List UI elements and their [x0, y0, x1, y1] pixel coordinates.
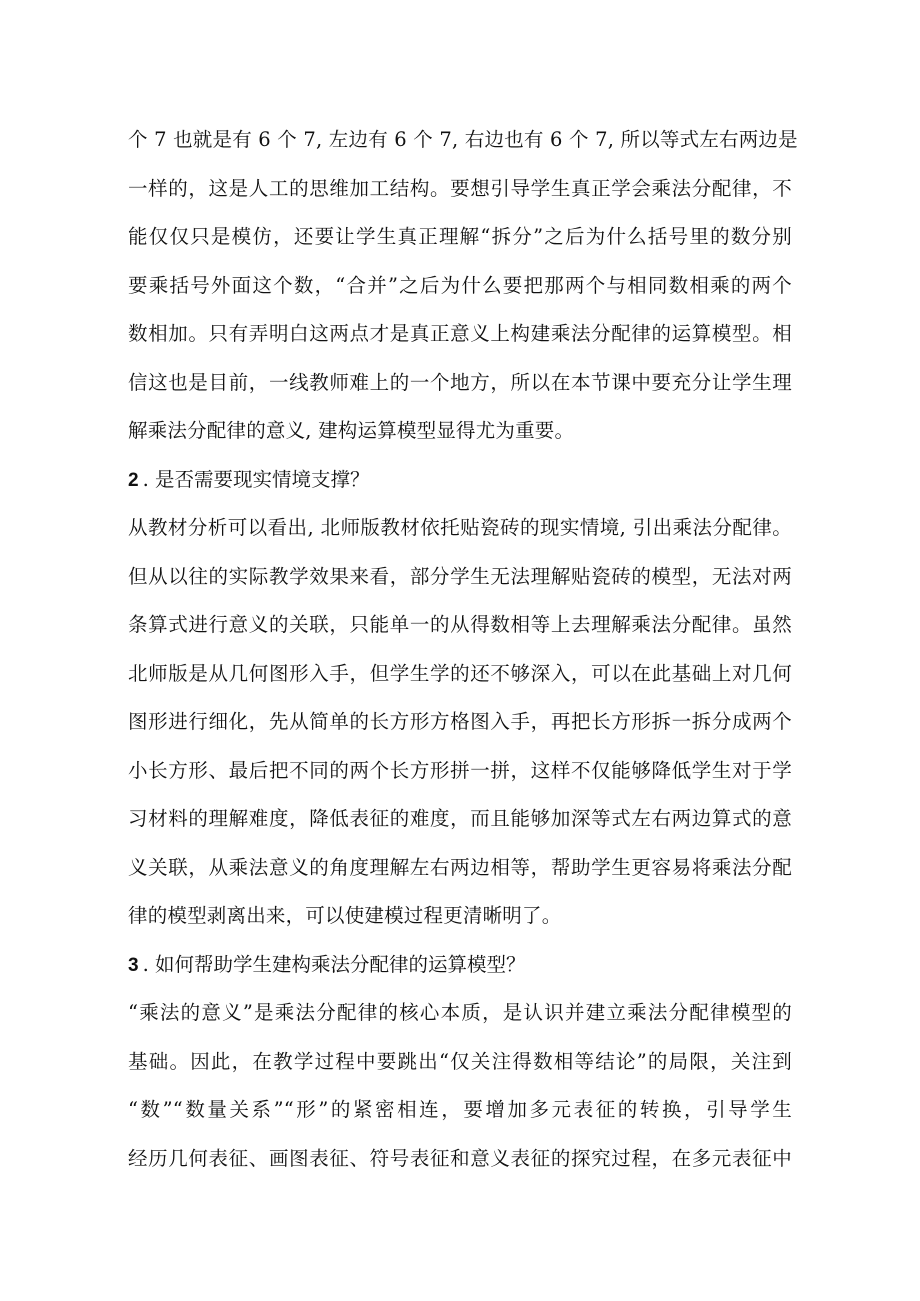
text-line: 习材料的理解难度，降低表征的难度，而且能够加深等式左右两边算式的意: [128, 807, 792, 830]
text-line: 义关联，从乘法意义的角度理解左右两边相等，帮助学生更容易将乘法分配: [128, 855, 792, 879]
text-line: 能仅仅只是模仿，还要让学生真正理解“拆分”之后为什么括号里的数分别: [128, 225, 792, 248]
paragraph-2: [128, 504, 792, 941]
text-line: 要乘括号外面这个数，“合并”之后为什么要把那两个与相同数相乘的两个: [128, 273, 792, 297]
paragraph-3: [128, 989, 792, 1183]
text-line: 北师版是从几何图形入手，但学生学的还不够深入，可以在此基础上对几何: [128, 661, 792, 685]
text-line: 数相加。只有弄明白这两点才是真正意义上构建乘法分配律的运算模型。相: [128, 322, 792, 345]
text-line: 律的模型剥离出来，可以使建模过程更清晰明了。: [128, 904, 562, 927]
text-line: 基础。因此，在教学过程中要跳出“仅关注得数相等结论”的局限，关注到: [128, 1049, 792, 1073]
text-line: 个 7 也就是有 6 个 7, 左边有 6 个 7, 右边也有 6 个 7, 所以等式左右两边是: [128, 128, 798, 151]
section-heading-3: [128, 941, 792, 990]
document-body: [128, 116, 798, 1183]
section-heading-2: [128, 456, 792, 505]
text-line: 条算式进行意义的关联，只能单一的从得数相等上去理解乘法分配律。虽然: [128, 613, 792, 636]
text-line: 解乘法分配律的意义, 建构运算模型显得尤为重要。: [128, 419, 575, 442]
paragraph-1: [128, 116, 798, 456]
text-line: 小长方形、最后把不同的两个长方形拼一拼，这样不仅能够降低学生对于学: [128, 758, 792, 782]
section-title: . 是否需要现实情境支撑？: [142, 467, 370, 491]
text-line: 信这也是目前，一线教师难上的一个地方，所以在本节课中要充分让学生理: [128, 370, 792, 394]
text-line: “数”“数量关系”“形”的紧密相连，要增加多元表征的转换，引导学生: [128, 1098, 792, 1121]
text-line: 从教材分析可以看出, 北师版教材依托贴瓷砖的现实情境, 引出乘法分配律。: [128, 516, 792, 539]
section-number: 3: [128, 954, 139, 976]
text-line: 但从以往的实际教学效果来看，部分学生无法理解贴瓷砖的模型，无法对两: [128, 564, 792, 588]
text-line: “乘法的意义”是乘法分配律的核心本质，是认识并建立乘法分配律模型的: [128, 1001, 792, 1024]
section-number: 2: [128, 469, 139, 491]
section-title: . 如何帮助学生建构乘法分配律的运算模型？: [142, 952, 526, 976]
text-line: 图形进行细化，先从简单的长方形方格图入手，再把长方形拆一拆分成两个: [128, 710, 792, 733]
text-line: 一样的，这是人工的思维加工结构。要想引导学生真正学会乘法分配律，不: [128, 176, 792, 200]
text-line: 经历几何表征、画图表征、符号表征和意义表征的探究过程，在多元表征中: [128, 1146, 792, 1170]
